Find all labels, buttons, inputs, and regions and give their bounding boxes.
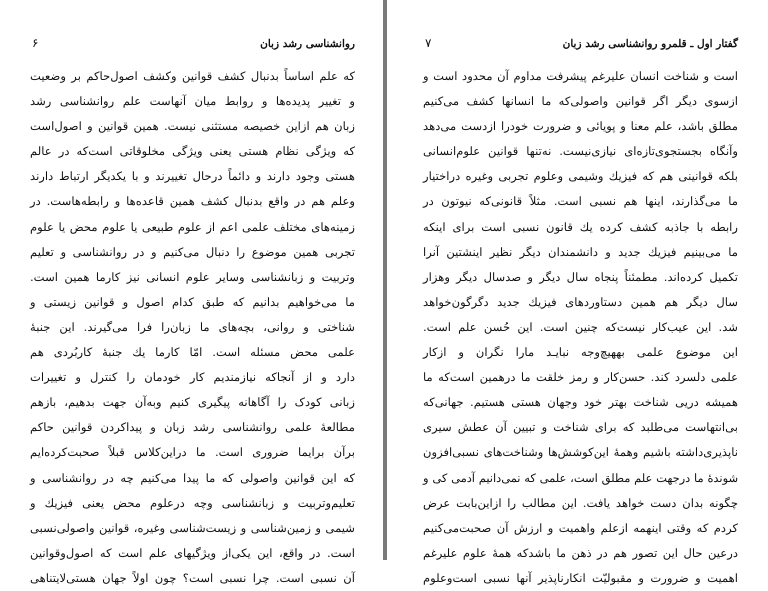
text-line: است و شناخت انسان علیرغم پیشرفت مداوم آن محدود است و — [423, 69, 738, 83]
text-line: هستی وجود دارند و دائماً درحال تغییرند و با یکدیگر ارتباط دارند — [30, 169, 355, 184]
text-line: همیشه دریی شناخت بهتر خود وجهان هستی هستیم. جهانی‌که — [423, 395, 738, 410]
text-line: که علم اساساً بدنبال کشف قوانین وکشف اصول‌حاکم بر وضعیت — [30, 69, 355, 83]
text-line: شناختی و روانی، بچه‌های ما زبان‌را فرا می‌گیرند. این جنبهٔ — [30, 319, 355, 334]
text-line: شیمی و زمین‌شناسی و زیست‌شناسی وغیره، قوانین واصولی‌نسبی — [30, 520, 355, 535]
text-line: زبان هم ازاین خصیصه مستثنی نیست. همین قوانین و اصول‌است — [30, 119, 355, 134]
text-line: بی‌انتهاست می‌طلبد که برای شناخت و تبیین آن عطش سیری‌ — [423, 420, 738, 435]
text-line: مطالعهٔ علمی روانشناسی رشد زبان و پیداکردن قوانین حاکم — [30, 420, 355, 435]
text-line: وآنگاه بجستجوی‌تازه‌ای نیازی‌نیست. نه‌تنها قوانین علوم‌انسانی — [423, 144, 738, 159]
text-line: ازسوی دیگر اگر قوانین واصولی‌که ما انسانها کشف می‌کنیم — [423, 94, 738, 109]
text-line: ما می‌بینیم فیزیك جدید و دانشمندان دیگر نظیر اینشتین آنرا — [423, 244, 738, 259]
page-header — [425, 38, 738, 56]
left-page — [0, 0, 383, 585]
text-line: مطلق باشد، علم معنا و پویائی و ضرورت خودرا ازدست می‌دهد — [423, 119, 738, 134]
right-page — [387, 0, 768, 585]
text-line: که ویژگی نظام هستی یعنی ویژگی مخلوقاتی است‌که در عالم — [30, 144, 355, 159]
text-line: ما می‌خواهیم بدانیم که طبق کدام اصول و قوانین زیستی و — [30, 294, 355, 309]
text-line: اهمیت و ضرورت و مقبولیّت انکارناپذیر آنها نسبی است‌وعلوم — [423, 570, 738, 585]
body-text — [30, 64, 355, 591]
text-line: رابطه با جاذبه کشف کرده یك قانون نسبی است برای اینکه — [423, 219, 738, 234]
text-line: آن نسبی است. چرا نسبی است؟ چون اولاً جهان هستی‌لایتناهی — [30, 570, 355, 585]
text-line: بلکه قوانینی هم که فیزیك وشیمی وعلوم تجربی وغیره دراختیار — [423, 169, 738, 184]
body-text — [423, 64, 738, 591]
text-line: ما می‌گذارند، اینها هم نسبی است. مثلاً قانونی‌که نیوتون در — [423, 194, 738, 209]
page-number: ۶ — [32, 36, 39, 50]
text-line: چگونه بدان دست خواهد یافت. این مطالب را از‌این‌بابت عرض — [423, 495, 738, 510]
text-line: بر‌آن برایما ضروری است. ما دراین‌کلاس قبلاً صحبت‌کرده‌ایم — [30, 445, 355, 460]
text-line: زبانی کودک را آگاهانه پیگیری کنیم وبه‌آن جهت بدهیم، بازهم — [30, 395, 355, 410]
text-line: این موضوع علمی بههیچ‌وجه نبایـد مارا نگران و از‌کار — [423, 345, 738, 360]
page-header — [32, 38, 355, 56]
text-line: وعلم هم در واقع بدنبال کشف همین قاعده‌ها و رابطه‌هاست. در — [30, 194, 355, 209]
text-line: شوندهٔ ما درجهت علم مطلق است، علمی که نمی‌دانیم آدمی کی و — [423, 470, 738, 485]
text-line: است. در واقع، این یکی‌از ویژگیهای علم است که اصول‌وقوانین — [30, 545, 355, 560]
text-line: علمی محض مسئله است. امّا کارما یك جنبهٔ کاربُردی هم — [30, 345, 355, 360]
text-line: کردم که وقتی اینهمه ازعلم واهمیت و ارزش آن صحبت‌می‌کنیم — [423, 520, 738, 535]
running-title: روانشناسی رشد زبان — [260, 38, 355, 50]
text-line: زمینه‌های مختلف علمی اعم از علوم طبیعی یا علوم محض یا علوم — [30, 219, 355, 234]
text-line: تکمیل کرده‌اند. مطمئناً پنجاه سال دیگر و صدسال دیگر وهزار — [423, 269, 738, 284]
page-number: ۷ — [425, 36, 432, 50]
text-line: علمی دلسرد کند. حسن‌کار و رمز خلقت ما درهمین است‌که ما — [423, 370, 738, 385]
text-line: درعین حال این تصور هم در ذهن ما باشد‌که همهٔ علوم علیرغم — [423, 545, 738, 560]
text-line: تجربی همین موضوع را دنبال می‌کنیم و در روانشناسی و تعلیم — [30, 244, 355, 259]
text-line: که این قوانین واصولی که ما پیدا می‌کنیم چه در روانشناسی و — [30, 470, 355, 485]
text-line: شد. این عیب‌کار نیست‌که چنین است. این حُسن علم است. — [423, 319, 738, 334]
text-line: و تغییر پدیده‌ها و روابط میان آنهاست علم روانشناسی رشد — [30, 94, 355, 109]
text-line: دارد و از آنجاکه نیازمندیم کار خودمان را کنترل و تغییرات — [30, 370, 355, 385]
text-line: تعلیم‌وتربیت و زبانشناسی وچه در‌علوم محض یعنی فیزیك و — [30, 495, 355, 510]
running-title: گفتار اول ـ قلمرو روانشناسی رشد زبان — [562, 38, 738, 50]
text-line: وتربیت و زبانشناسی وسایر علوم انسانی نیز کارما همین است. — [30, 269, 355, 284]
text-line: سال دیگر هم همین دستاوردهای فیزیك جدید دگرگون‌خواهد — [423, 294, 738, 309]
text-line: ناپذیری‌داشته باشیم وهمهٔ این‌کوشش‌ها وشناخت‌های نسبی‌افزون — [423, 445, 738, 460]
